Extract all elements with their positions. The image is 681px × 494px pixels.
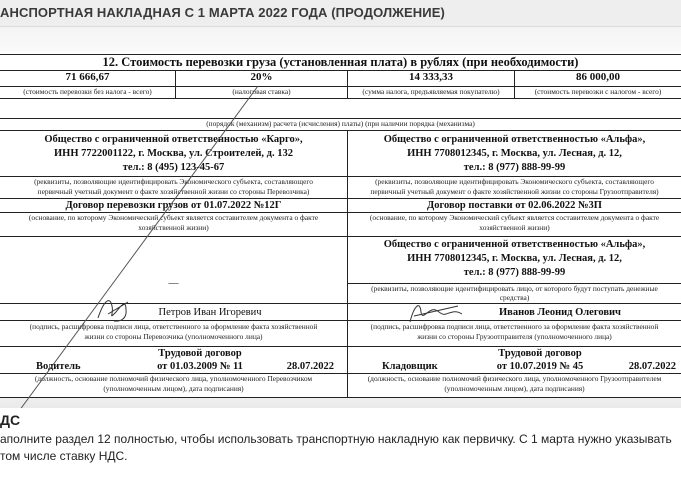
pointer-line <box>8 86 258 426</box>
payer-org-line: тел.: 8 (977) 888-99-99 <box>463 267 566 278</box>
empty-value-dash: — <box>168 278 179 289</box>
cost-without-tax: 71 666,67 <box>65 71 110 83</box>
caption: (подпись, расшифровка подписи лица, ответственного за оформление факта хозяйственной <box>29 322 318 331</box>
shipper-signature-icon <box>410 306 462 322</box>
caption: (основание, по которому Экономический субъект является составителем документа о факте <box>28 213 319 222</box>
carrier-signer-name: Петров Иван Игоревич <box>158 307 262 318</box>
shipper-basis-detail: от 10.07.2019 № 45 <box>496 361 584 372</box>
tax-rate: 20% <box>250 71 273 83</box>
carrier-org-line: Общество с ограниченной ответственностью «Карго», <box>44 134 303 145</box>
page-title: АНСПОРТНАЯ НАКЛАДНАЯ С 1 МАРТА 2022 ГОДА (ПРОДОЛЖЕНИЕ) <box>0 5 445 20</box>
caption: первичный учетный документ о факте хозяйственной жизни со стороны Перевозчика) <box>37 187 310 196</box>
caption: (сумма налога, предъявляемая покупателю) <box>362 87 500 96</box>
caption: (должность, основание полномочий физического лица, уполномоченного Перевозчиком <box>34 374 313 383</box>
caption: хозяйственной жизни) <box>479 223 550 232</box>
shipper-position: Кладовщик <box>382 361 438 372</box>
payer-org-line: ИНН 7708012345, г. Москва, ул. Лесная, д. 12, <box>407 253 622 264</box>
caption: (должность, основание полномочий физического лица, уполномоченного Грузоотправителем <box>367 374 662 383</box>
shipper-sign-date: 28.07.2022 <box>628 361 676 372</box>
article-heading: ДС <box>0 412 21 428</box>
calc-method-caption: (порядок (механизм) расчета (исчисления) платы) (при наличии порядка (механизма) <box>206 119 475 128</box>
caption: (реквизиты, позволяющие идентифицировать Экономического субъекта, составляющего <box>34 177 313 186</box>
caption: (реквизиты, позволяющие идентифицировать Экономического субъекта, составляющего <box>375 177 654 186</box>
caption: (реквизиты, позволяющие идентифицировать лицо, от которого будут поступать денежные <box>371 284 658 293</box>
article-text <box>0 408 681 494</box>
payer-org-line: Общество с ограниченной ответственностью «Альфа», <box>383 239 646 250</box>
shipper-org-line: Общество с ограниченной ответственностью «Альфа», <box>383 134 646 145</box>
shipper-signer-name: Иванов Леонид Олегович <box>499 307 621 318</box>
shipper-org-line: ИНН 7708012345, г. Москва, ул. Лесная, д. 12, <box>407 148 622 159</box>
caption: (уполномоченным лицом), дата подписания) <box>444 384 585 393</box>
carrier-sign-date: 28.07.2022 <box>286 361 334 372</box>
caption: первичный учетный документ о факте хозяйственной жизни со стороны Грузоотправителя) <box>370 187 659 196</box>
shipper-org-line: тел.: 8 (977) 888-99-99 <box>463 162 566 173</box>
carrier-basis-title: Трудовой договор <box>158 348 242 359</box>
carrier-org-line: тел.: 8 (495) 123-45-67 <box>122 162 225 173</box>
caption: жизни со стороны Перевозчика (уполномоченного лица) <box>84 332 263 341</box>
carrier-org-line: ИНН 7722001122, г. Москва, ул. Строителей, д. 132 <box>53 148 293 159</box>
carrier-signature-icon <box>98 301 128 322</box>
cost-with-tax: 86 000,00 <box>576 71 620 83</box>
carrier-position: Водитель <box>36 361 81 372</box>
shipper-contract: Договор поставки от 02.06.2022 №3П <box>427 200 602 211</box>
shipper-basis-title: Трудовой договор <box>498 348 582 359</box>
caption: (налоговая ставка) <box>232 87 291 96</box>
carrier-basis-detail: от 01.03.2009 № 11 <box>157 361 243 372</box>
tax-amount: 14 333,33 <box>409 71 453 83</box>
section-12-title: 12. Стоимость перевозки груза (установленная плата) в рублях (при необходимости) <box>102 55 579 69</box>
caption: (стоимость перевозки с налогом - всего) <box>534 87 662 96</box>
caption: (уполномоченным лицом), дата подписания) <box>103 384 244 393</box>
carrier-contract: Договор перевозки грузов от 01.07.2022 №12Г <box>65 200 282 211</box>
article-paragraph-line: том числе ставку НДС. <box>0 449 128 463</box>
caption: жизни со стороны Грузоотправителя (уполномоченного лица) <box>417 332 612 341</box>
article-paragraph-line: аполните раздел 12 полностью, чтобы использовать транспортную накладную как первичку. С 1 марта нужно указывать <box>0 432 672 446</box>
caption: (основание, по которому Экономический субъект является составителем документа о факте <box>369 213 660 222</box>
caption: средства) <box>499 293 530 302</box>
caption: (стоимость перевозки без налога - всего) <box>23 87 152 96</box>
caption: (подпись, расшифровка подписи лица, ответственного за оформление факта хозяйственной <box>370 322 659 331</box>
caption: хозяйственной жизни) <box>138 223 209 232</box>
